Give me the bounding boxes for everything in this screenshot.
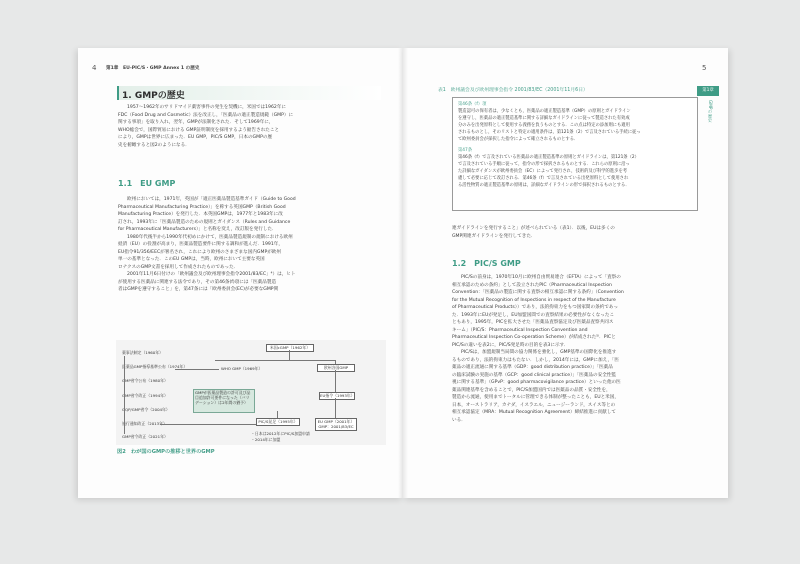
section-title: 1. GMPの歴史 (122, 91, 185, 101)
eu-line: 経済（EU）の役割が高まり，医薬品製造要件に関する調和が進んだ．1991年， (118, 242, 283, 247)
book-gutter (398, 48, 408, 498)
pics-line: of Pharmaceutical Products））であり，法的拘束力をもつ国家間の条約であっ (452, 305, 619, 310)
directive-text (458, 101, 694, 189)
table-caption (438, 86, 588, 93)
eu-line: 者はGMPを遵守すること」を，第47条には「欧州委員会(EC)が必要なGMP関 (118, 287, 279, 292)
pics-line: 製造から流通，使用までトータルに管理できる体制が整ったことも，EUと米国， (452, 395, 619, 400)
eu-line: 訂され，1993年に「医薬品製造のための規則とガイダンス（Rules and Guidance (118, 219, 291, 225)
eu-line: EU指令91/356/EECが署名され，これにより欧州のさまざまな国内GMPが欧州 (118, 249, 281, 255)
eu-line: 2001年11月6日付けの「欧州議会及び欧州理事会指令2001/83/EC」⁴）は，ヒト (127, 272, 296, 277)
box-line: を遵守し，医薬品の適正製造基準に関する詳細なガイドラインに従って製造された有効成 (458, 116, 630, 121)
eu-gmp-node-label: EU GMP（2001年） (317, 419, 355, 424)
timeline-item: 医薬品GMP指導基準公布（1974年） (122, 364, 188, 369)
timeline-item: GMP省令改正（1994年） (122, 393, 168, 398)
subsection-pics-gmp-text: 1.2 PIC/S GMP (452, 259, 521, 268)
box-line: 第46条（f）で言及されている医薬品の適正製造基準の原則とガイドラインは，第121条（2） (458, 155, 639, 160)
japan-note: GMPが医薬品製造の許可及び品目追加許可要件になった（バリデーション）は2年間の猶予） (195, 390, 251, 405)
us-cgmp-node: 米国cGMP（1962年） (266, 344, 314, 352)
intro-line: WHO総会で，国際貿易における GMP証明制度を採用するよう勧告されたこと (118, 127, 280, 133)
intro-line: 関する事項」を取り入れ，翌年，GMPが法制化された．そして1969年に， (118, 120, 274, 125)
eu-gmp-node-dir: GMP：2001/83/EC (318, 424, 354, 429)
connector (289, 350, 290, 360)
chapter-tab-label: 第1章 (697, 86, 719, 96)
timeline-item: 薬事法制定（1960年） (122, 350, 164, 355)
figure-note-2: ・2014年に加盟 (251, 437, 281, 442)
box-line: 製造認可の保有者は，少なくとも，医薬品の適正製造基準（GMP）の原則とガイドライン (458, 109, 631, 114)
subsection-eu-gmp-text: 1.1 EU GMP (118, 179, 176, 188)
pics-line: 薬品の適正流通に関する基準（GDP：good distribution practice）」「医薬品 (452, 365, 613, 370)
eu-line: が使用する医薬品に関連する法令であり，その第46条(f)項には「医薬品製造 (118, 279, 277, 285)
cont-line: GMP関連ガイドラインを発行してきた． (452, 233, 536, 239)
box-line: 分のみを出発原料として使用する義務を負うものとする．この点は特定の添加剤にも適用 (458, 123, 630, 128)
chapter-tab-sub: GMPの歴史 (708, 100, 713, 122)
pics-line: ともあり，1995年，PICを拡大させた「医薬品査察協定及び医薬品査察共同ス (452, 320, 614, 325)
eu-gmp-paragraph (118, 196, 384, 294)
pics-line: るものであり，法的拘束力はもたない．しかし，2014年には，GMPに加え，「医 (452, 357, 619, 363)
pics-paragraph (452, 274, 692, 424)
eu-line: 1980年代後半から1990年代初めにかけて，医薬品製造規制の規制における欧州 (127, 234, 293, 240)
connector (277, 411, 278, 418)
figure-caption-text: 図2 わが国のGMPの推移と世界のGMP (117, 449, 215, 455)
pics-line: 薬品関連基準を含めることで，PIC/S加盟国内では医薬品の品質・安全性を， (452, 387, 611, 393)
eu-line: Pharmaceutical Manufacturing Practice）」を称する英国GMP（British Good (118, 204, 286, 210)
pics-line: いる． (452, 417, 466, 423)
pics-line: Pharmaceutical Inspection Co-operation Scheme）が結成された⁵⁾．PICと (452, 335, 616, 340)
box-heading: 第47条 (458, 148, 473, 153)
intro-line: により，GMPは世界に広まった．EU GMP，PIC/S GMP，日本のGMPの歴 (118, 135, 273, 140)
box-line: で言及されている手順に従って，指令の形で採択されるものとする．これらの原則に沿っ (458, 162, 630, 167)
pics-line: PIC/Sは，加盟規制当局間の協力関係を強化し，GMP基準の国際化を推進す (461, 350, 617, 355)
connector (160, 424, 256, 425)
subsection-eu-gmp (118, 178, 175, 189)
box-line: る活性物質の適正製造基準の原則は，詳細なガイドラインの形で採択されるものとする． (458, 183, 630, 188)
pics-node: PIC/S発足（1995年） (256, 418, 300, 426)
pics-line: Convention：「医薬品の製造に関する査察の相互承認に関する条約」（Convention (452, 290, 624, 295)
pics-line: 相互承認協定（MRA：Mutual Recognition Agreement）締結推進に貢献して (452, 410, 616, 415)
pics-line: た．1993年にEUが発足し，EU加盟国間での査察結果の必要性がなくなったこ (452, 312, 615, 318)
left-page-number: 4 (92, 64, 97, 72)
section-heading-marker (117, 86, 119, 100)
eu-line: ロナクスのGMP文書を採用して作成されたものであった． (118, 264, 239, 270)
intro-paragraph (118, 104, 384, 149)
intro-line: 史を俯瞰すると図2のようになる． (118, 142, 190, 148)
timeline-item: GQP/GMP省令（2004年） (122, 407, 170, 412)
connector (335, 360, 336, 364)
figure-caption (117, 448, 215, 455)
right-page-number: 5 (702, 64, 707, 72)
table-caption-text: 表1 欧州議会及び欧州理事会指令 2001/83/EC（2001年11月6日） (438, 88, 588, 93)
pics-line: の臨床試験の実施の基準（GCP：good clinical practice）」「医薬品の安全性監 (452, 372, 617, 378)
timeline-arrow (124, 356, 125, 434)
timeline-item: GMP省令公布（1980年） (122, 378, 168, 383)
box-line: て欧州委員会が採択した指令によって確立されるものとする． (458, 137, 579, 142)
connector (335, 398, 336, 418)
eu-line: 単一の基準となった．このEU GMPは，当時，欧州において主要な英国 (118, 257, 265, 262)
box-line: されるものとし，そのリストと特定の適用条件は，第121条（2）で言及されている手続に従っ (458, 130, 641, 135)
eu-gmp-node (315, 418, 357, 431)
pics-line: 視に関する基準」（GPvP：good pharmacovigilance practice）といった他の医 (452, 380, 621, 385)
eu-line: 欧州においては，1971年，英国が「適正医薬品製造基準ガイド（Guide to Good (127, 197, 296, 202)
box-heading: 第46条（f）項 (458, 102, 487, 107)
eu-national-gmp-node: 欧州各国GMP (317, 364, 355, 372)
running-head: 第1章 EU-PIC/S・GMP Annex 1 の歴史 (106, 66, 200, 71)
pics-line: PIC/Sの前身は，1970年10月に欧州自由貿易連合（EFTA）によって「査察の (461, 275, 621, 280)
figure-note-1: ・日本は2012年にPIC/S加盟申請 (251, 431, 310, 436)
timeline-item: GMP省令改正（2021年） (122, 434, 168, 439)
connector (215, 360, 335, 361)
eu-directive-node: EU指令（1993年） (320, 393, 355, 398)
cont-line: 連ガイドラインを発行すること」が述べられている（表1）．以後，EUは多くの (452, 226, 615, 231)
eu-line: Manufacturing Practice）を発行した．本英国GMPは，1977年と1983年に改 (118, 212, 283, 217)
connector (175, 369, 219, 370)
pics-line: 日本，オーストラリア，カナダ，イスラエル，ニュージーランド，スイス等との (452, 402, 616, 408)
pics-line: PIC/Sの違いを表2に，PIC/S発足時の目的を表3に示す． (452, 342, 569, 348)
box-line: 慮して必要に応じて改訂される．第46条（f）で言及されている出発原料として使用され (458, 176, 629, 181)
pics-line: 相互承認のための条約」として設立されたPIC（Pharmaceutical Inspection (452, 282, 612, 288)
pics-line: for the Mutual Recognition of Inspections in respect of the Manufacture (452, 297, 616, 303)
connector (335, 370, 336, 392)
continuation-paragraph (452, 225, 692, 240)
intro-line: 1957～1962年のサリドマイド薬害事件の発生を契機に，米国では1962年に (127, 105, 287, 110)
chapter-tab (697, 86, 719, 132)
who-gmp-node: WHO GMP（1969年） (221, 366, 263, 371)
box-line: た詳細なガイダンスが欧州委員会（EC）によって発行され，技術的及び科学的進歩を考 (458, 169, 628, 174)
pics-line: キーム」（PIC/S：Pharmaceutical Inspection Convention and (452, 327, 588, 333)
subsection-pics-gmp (452, 258, 521, 269)
timeline-item: 施行通知改正（2013年） (122, 421, 167, 426)
eu-line: for Pharmaceutical Manufacturers）」と名称を変え，改訂版を発行した． (118, 227, 277, 232)
intro-line: FDC（Food Drug and Cosmetic）法を改正し，「医薬品の適正製造規範（GMP）に (118, 112, 294, 118)
